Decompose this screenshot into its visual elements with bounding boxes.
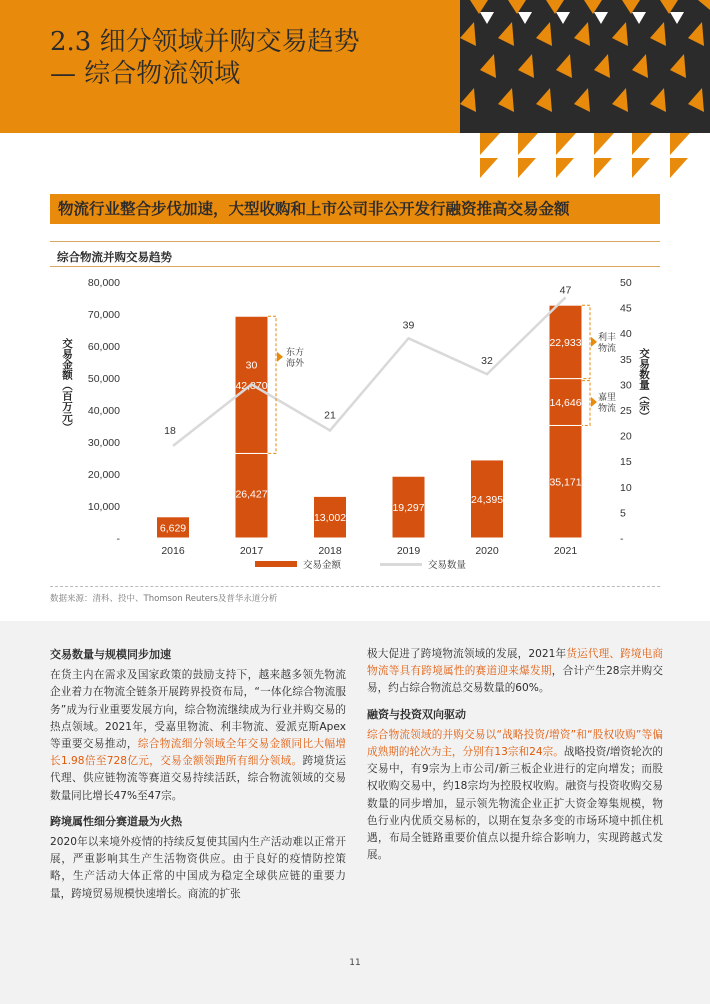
text-segment: 极大促进了跨境物流领域的发展，2021年 [367,648,567,660]
arrow-icon [591,397,597,407]
arrow-icon [277,352,283,362]
page-title [50,26,360,90]
x-tick-label: 2021 [553,545,578,557]
x-tick-label: 2017 [239,545,264,557]
y-tick-label: 20,000 [87,469,120,481]
text-segment: 跨境货运代理、供应链物流等赛道交易持续活跃，综合物流领域的交易数量同比增长47%至47宗。 [50,755,347,802]
annotation-label: 海外 [286,357,305,368]
count-value-label: 18 [164,424,176,437]
y-tick-label: 10,000 [87,501,120,513]
highlight-text: 货运代理、跨境电商物流等具有跨境属性的赛道迎来爆发期 [367,648,663,678]
bar-value-label: 19,297 [392,502,425,515]
y2-tick-label: 30 [620,379,632,392]
bracket-dongfang [268,316,276,453]
chart-top-rule [50,241,660,242]
y2-tick-label: 50 [620,277,632,289]
count-value-label: 21 [324,409,336,422]
heading-financing: 融资与投资双向驱动 [367,707,466,721]
highlight-text: 综合物流领域的并购交易以“战略投资/增资”和“股权收购”等偏成熟期的轮次为主，分别有13宗和24宗。 [367,728,663,759]
text-segment: ，合计产生28宗并购交易，约占综合物流总交易数量的60%。 [367,665,664,695]
page-number: 11 [349,958,361,968]
count-value-label: 47 [559,284,572,297]
title-line-2: — 综合物流领域 [50,59,241,89]
y2-tick-label: 5 [620,507,626,520]
y-axis-title: 交易金额（百万元） [61,338,73,433]
right-column [367,646,663,872]
y-tick-label: 60,000 [87,341,120,353]
y2-axis-title: 交易数量（宗） [638,348,650,422]
x-tick-label: 2018 [318,545,342,557]
bar-value-label: 35,171 [549,476,582,489]
text-segment: 战略投资/增资轮次的交易中，有9宗为上市公司/新三板企业进行的定向增发；而股权收购交易中，约18宗均为控股权收购。融资与投资收购交易数量的同步增加，显示领先物流企业正扩大资金筹集规模，物色行业内优质交易标的，以期在复杂多变的市场环境中抓住机遇，布局全链路重要价值点以提升综合影响力，实现跨越式发展。 [367,746,663,862]
x-tick-label: 2020 [475,545,499,557]
arrow-icon [591,337,597,347]
y2-tick-label: 20 [620,430,632,443]
bar-value-label: 26,427 [235,488,268,501]
count-value-label: 32 [481,355,493,368]
count-line [173,297,566,445]
bar-value-label: 13,002 [313,512,347,525]
x-tick-label: 2016 [161,545,185,557]
left-column [50,646,346,911]
bar-value-label: 22,933 [549,336,582,349]
bar-value-label: 6,629 [159,522,187,535]
bracket-lifung [582,305,590,378]
y2-tick-label: 45 [620,302,632,315]
heading-volume-scale: 交易数量与规模同步加速 [50,648,171,661]
y2-tick-label: 25 [620,405,632,417]
y2-tick-label: 40 [620,328,632,341]
chart-title: 综合物流并购交易趋势 [57,250,172,264]
triangle-pattern [460,0,710,190]
x-tick-label: 2019 [396,545,421,557]
count-value-label: 39 [402,319,415,332]
bar-value-label: 14,646 [549,397,582,410]
text-segment: 在货主内在需求及国家政策的鼓励支持下，越来越多领先物流企业着力在物流全链条开展跨界投资布局，“一体化综合物流服务”成为行业重要发展方向，综合物流继续成为行业并购交易的热点领域。2021年，受嘉里物流、利丰物流、爱派克斯Apex等重要交易推动， [50,669,346,751]
y2-tick-label: - [620,533,624,545]
ma-trend-chart [50,268,660,580]
annotation-label: 物流 [598,342,617,353]
source-rule [50,586,660,587]
bar-value-label: 42,870 [235,379,268,392]
legend-swatch-line [380,563,422,566]
annotation-label: 东方 [286,346,305,357]
legend-label: 交易数量 [428,560,467,571]
y-tick-label: 50,000 [87,373,120,385]
y-tick-label: 70,000 [87,309,120,321]
count-value-label: 30 [245,359,258,372]
annotation-label: 嘉里 [598,392,617,403]
highlight-text: 综合物流细分领域全年交易金额同比大幅增长1.98倍至728亿元，交易金额领跑所有细分领域。 [50,738,347,768]
annotation-label: 利丰 [598,331,617,342]
paragraph-cross-border: 2020年以来境外疫情的持续反复使其国内生产活动难以正常开展，严重影响其生产生活物资供应。由于良好的疫情防控策略，生产活动大体正常的中国成为稳定全球供应链的重要力量，跨境贸易规模快速增长。商流的扩张 [50,836,346,900]
legend-swatch-bar [255,561,297,567]
annotation-label: 物流 [598,403,617,414]
y2-tick-label: 15 [620,456,632,469]
y-tick-label: 80,000 [87,277,120,289]
y2-tick-label: 35 [620,353,632,366]
y2-tick-label: 10 [620,481,632,494]
heading-cross-border: 跨境属性细分赛道最为火热 [50,814,182,828]
y-tick-label: - [116,533,120,545]
chart-title-rule [50,266,660,267]
data-source: 数据来源：清科、投中、Thomson Reuters及普华永道分析 [50,594,278,604]
y-tick-label: 40,000 [87,405,120,417]
paragraph-volume-scale [50,667,346,805]
title-line-1: 2.3 细分领域并购交易趋势 [50,27,360,57]
bracket-kerry [582,381,590,426]
paragraph-cross-border-cont [367,646,663,698]
legend-label: 交易金额 [303,560,342,571]
bar-value-label: 24,395 [470,493,504,506]
y-tick-label: 30,000 [87,437,120,449]
section-banner: 物流行业整合步伐加速，大型收购和上市公司非公开发行融资推高交易金额 [50,194,660,224]
paragraph-financing [367,727,663,865]
